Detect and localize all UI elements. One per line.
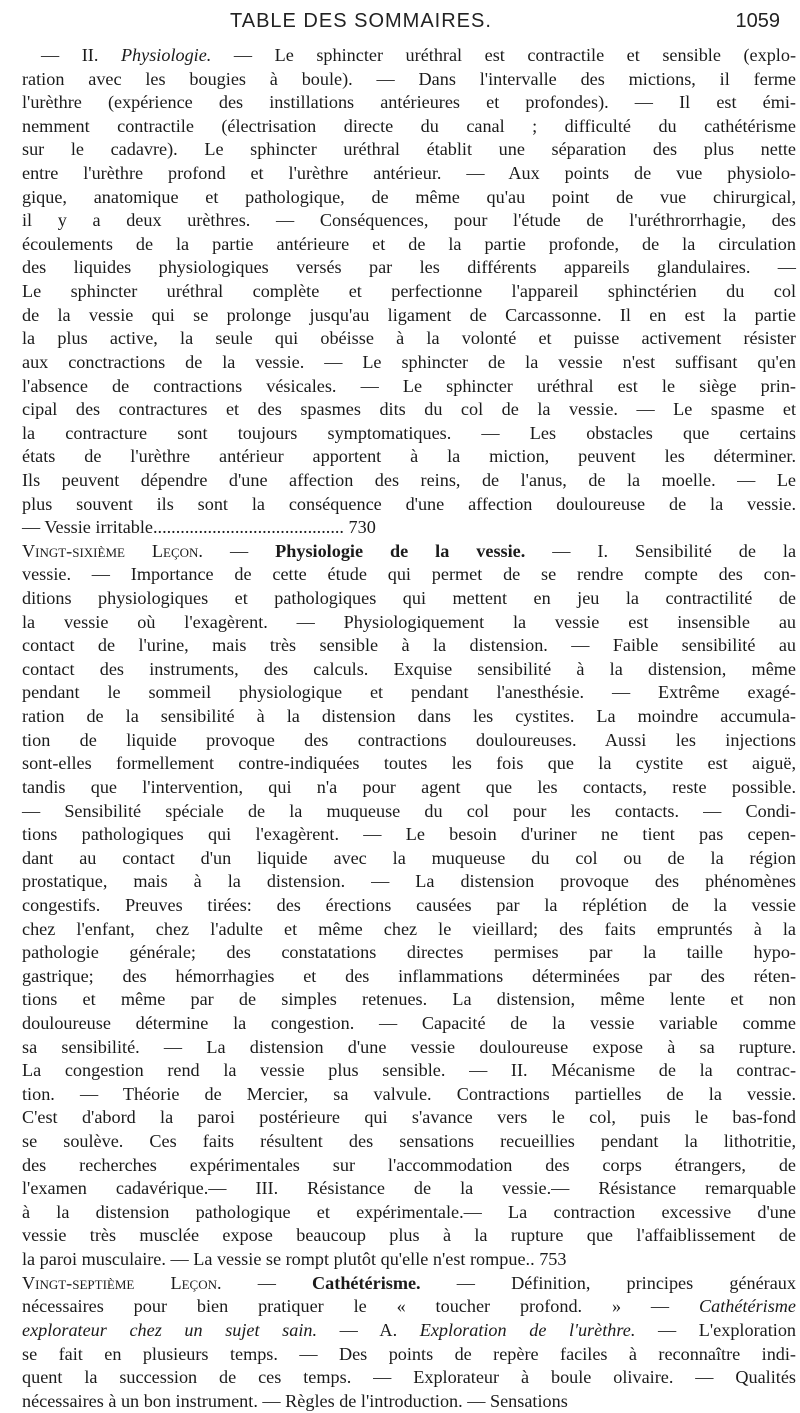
text-line	[22, 870, 796, 894]
text-line	[22, 1177, 796, 1201]
text-line	[22, 209, 796, 233]
text-segment: ration de la sensibilité à la distension dans les cystites. La moindre accumula-	[22, 706, 796, 727]
text-line	[22, 563, 796, 587]
text-segment: C'est d'abord la paroi postérieure qui s'avance vers le col, puis le bas-fond	[22, 1107, 796, 1128]
text-segment: prostatique, mais à la distension. — La distension provoque des phénomènes	[22, 871, 796, 892]
text-segment: vessie. — Importance de cette étude qui permet de se rendre compte des con-	[22, 564, 796, 585]
text-segment: dant au contact d'un liquide avec la muqueuse du col ou de la région	[22, 847, 796, 868]
running-head	[0, 10, 800, 40]
text-segment: contact de l'urine, mais très sensible à la distension. — Faible sensibilité au	[22, 635, 796, 656]
text-segment: gastrique; des hémorrhagies et des inflammations déterminées par des réten-	[22, 965, 796, 986]
lesson-title: Physiologie de la vessie.	[275, 540, 526, 561]
text-segment: ration avec les bougies à boule). — Dans l'intervalle des mictions, il ferme	[22, 68, 796, 89]
text-line	[22, 233, 796, 257]
text-line	[22, 1295, 796, 1319]
text-line	[22, 1201, 796, 1225]
text-segment: chez l'enfant, chez l'adulte et même chez le vieillard; des faits empruntés à la	[22, 918, 796, 939]
text-line	[22, 658, 796, 682]
text-line	[22, 847, 796, 871]
text-line	[22, 1036, 796, 1060]
text-line	[22, 162, 796, 186]
text-line	[22, 1319, 796, 1343]
text-segment: congestifs. Preuves tirées: des érections causées par la réplétion de la vessie	[22, 894, 796, 915]
text-segment: vessie très musclée expose beaucoup plus à la rupture que l'affaiblissement de	[22, 1225, 796, 1246]
text-segment: — Vessie irritable.......................................... 730	[22, 517, 376, 538]
text-segment: la vessie où l'exagèrent. — Physiologiquement la vessie est insensible au	[22, 611, 796, 632]
lesson-heading: Vingt-sixième Leçon.	[22, 540, 203, 561]
text-line	[22, 1224, 796, 1248]
text-segment: contact des instruments, des calculs. Exquise sensibilité à la distension, même	[22, 658, 796, 679]
text-line	[22, 918, 796, 942]
text-segment: — A.	[317, 1319, 420, 1340]
text-line	[22, 138, 796, 162]
text-segment: La congestion rend la vessie plus sensible. — II. Mécanisme de la contrac-	[22, 1060, 796, 1081]
text-segment: — Le sphincter uréthral est contractile et sensible (explo-	[211, 45, 796, 65]
text-line	[22, 351, 796, 375]
text-line	[22, 115, 796, 139]
text-segment: la contracture sont toujours symptomatiques. — Les obstacles que certains	[22, 422, 796, 443]
text-segment: ditions physiologiques et pathologiques qui mettent en jeu la contractilité de	[22, 588, 796, 609]
text-line	[22, 445, 796, 469]
text-line	[22, 894, 796, 918]
text-line	[22, 1106, 796, 1130]
text-segment: —	[202, 540, 276, 561]
text-segment: états de l'urèthre antérieur apportent à la miction, peuvent les déterminer.	[22, 446, 796, 467]
text-line	[22, 68, 796, 92]
text-line	[22, 705, 796, 729]
text-line	[22, 634, 796, 658]
text-segment: — Sensibilité spéciale de la muqueuse du col pour les contacts. — Condi-	[22, 800, 796, 821]
text-line	[22, 516, 796, 540]
text-line	[22, 681, 796, 705]
text-segment: l'examen cadavérique.— III. Résistance de la vessie.— Résistance remarquable	[22, 1178, 796, 1199]
text-segment: la plus active, la seule qui obéisse à la volonté et puisse activement résister	[22, 328, 796, 349]
text-segment: des recherches expérimentales sur l'accommodation des corps étrangers, de	[22, 1154, 796, 1175]
text-segment: tions pathologiques qui l'exagèrent. — Le besoin d'uriner ne tient pas cepen-	[22, 824, 796, 845]
text-segment: entre l'urèthre profond et l'urèthre antérieur. — Aux points de vue physiolo-	[22, 163, 796, 184]
text-segment: explorateur chez un sujet sain.	[22, 1319, 318, 1340]
text-segment: — Définition, principes généraux	[420, 1272, 796, 1293]
text-segment: de la vessie qui se prolonge jusqu'au ligament de Carcassonne. Il en est la partie	[22, 304, 796, 325]
text-segment: —	[221, 1272, 313, 1293]
text-line	[22, 1012, 796, 1036]
text-segment: pathologie générale; des constatations directes permises par la taille hypo-	[22, 942, 796, 963]
text-line	[22, 469, 796, 493]
text-line	[22, 304, 796, 328]
text-segment: nécessaires pour bien pratiquer le « toucher profond. » —	[22, 1296, 699, 1317]
text-line	[22, 422, 796, 446]
text-segment: sont-elles formellement contre-indiquées toutes les fois que la cystite est aiguë,	[22, 753, 796, 774]
text-segment: il y a deux urèthres. — Conséquences, pour l'étude de l'uréthrorrhagie, des	[22, 210, 796, 231]
text-segment: — L'exploration	[635, 1319, 797, 1340]
text-segment: cipal des contractures et des spasmes dits du col de la vessie. — Le spasme et	[22, 399, 796, 420]
text-segment: sa sensibilité. — La distension d'une vessie douloureuse expose à sa rupture.	[22, 1036, 796, 1057]
text-segment: l'absence de contractions vésicales. — Le sphincter uréthral est le siège prin-	[22, 375, 796, 396]
page-number: 1059	[735, 10, 780, 32]
text-line	[22, 611, 796, 635]
text-segment: tions et même par de simples retenues. La distension, même lente et non	[22, 989, 796, 1010]
text-segment: nemment contractile (électrisation directe du canal ; difficulté du cathétérisme	[22, 115, 796, 136]
text-line	[22, 44, 796, 68]
text-segment: — I. Sensibilité de la	[525, 540, 797, 561]
text-line	[22, 1343, 796, 1367]
text-line	[22, 493, 796, 517]
text-line	[22, 280, 796, 304]
text-segment: aux conctractions de la vessie. — Le sphincter de la vessie n'est suffisant qu'en	[22, 351, 796, 372]
text-segment: Ils peuvent dépendre d'une affection des reins, de l'anus, de la moelle. — Le	[22, 469, 796, 490]
text-segment: douloureuse détermine la congestion. — Capacité de la vessie variable comme	[22, 1012, 796, 1033]
text-line	[22, 1366, 796, 1390]
text-segment: nécessaires à un bon instrument. — Règles de l'introduction. — Sensations	[22, 1390, 568, 1411]
text-segment: Exploration de l'urèthre.	[419, 1319, 636, 1340]
text-line	[22, 729, 796, 753]
text-segment: Cathétérisme	[699, 1296, 796, 1317]
text-line	[22, 776, 796, 800]
text-line	[22, 256, 796, 280]
text-segment: tion de liquide provoque des contractions douloureuses. Aussi les injections	[22, 729, 796, 750]
text-line	[22, 186, 796, 210]
text-segment: pendant le sommeil physiologique et pendant l'anesthésie. — Extrême exagé-	[22, 682, 796, 703]
text-segment: Le sphincter uréthral complète et perfectionne l'appareil sphinctérien du col	[22, 281, 796, 302]
text-line	[22, 941, 796, 965]
text-line	[22, 823, 796, 847]
text-segment: se fait en plusieurs temps. — Des points de repère faciles à reconnaître indi-	[22, 1343, 796, 1364]
text-line	[22, 1272, 796, 1296]
text-segment: écoulements de la partie antérieure et de la partie profonde, de la circulation	[22, 233, 796, 254]
text-line	[22, 1083, 796, 1107]
table-of-contents-text	[22, 44, 796, 1413]
text-line	[22, 752, 796, 776]
text-line	[22, 587, 796, 611]
text-segment: sur le cadavre). Le sphincter uréthral établit une séparation des plus nette	[22, 139, 796, 160]
text-segment: se soulève. Ces faits résultent des sensations recueillies pendant la lithotritie,	[22, 1131, 796, 1152]
text-segment: tandis que l'intervention, qui n'a pour agent que les contacts, reste possible.	[22, 776, 796, 797]
text-line	[22, 1154, 796, 1178]
text-segment: l'urèthre (expérience des instillations antérieures et profondes). — Il est émi-	[22, 92, 796, 113]
text-segment: à la distension pathologique et expérimentale.— La contraction excessive d'une	[22, 1201, 796, 1222]
text-line	[22, 375, 796, 399]
text-line	[22, 1248, 796, 1272]
text-line	[22, 965, 796, 989]
text-segment: plus souvent ils sont la conséquence d'une affection douloureuse de la vessie.	[22, 493, 796, 514]
text-line	[22, 1390, 796, 1413]
text-line	[22, 1130, 796, 1154]
text-segment: gique, anatomique et pathologique, de même qu'au point de vue chirurgical,	[22, 186, 796, 207]
text-line	[22, 988, 796, 1012]
text-line	[22, 540, 796, 564]
text-line	[22, 398, 796, 422]
text-segment: — II.	[41, 45, 121, 65]
lesson-title: Cathétérisme.	[312, 1272, 421, 1293]
lesson-heading: Vingt-septième Leçon.	[22, 1272, 222, 1293]
text-segment: Physiologie.	[120, 45, 212, 65]
text-segment: la paroi musculaire. — La vessie se rompt plutôt qu'elle n'est rompue.. 753	[22, 1249, 567, 1270]
text-line	[22, 1059, 796, 1083]
text-segment: quent la succession de ces temps. — Explorateur à boule olivaire. — Qualités	[22, 1367, 796, 1388]
text-segment: des liquides physiologiques versés par les différents appareils glandulaires. —	[22, 257, 796, 278]
text-segment: tion. — Théorie de Mercier, sa valvule. Contractions partielles de la vessie.	[22, 1083, 796, 1104]
text-line	[22, 800, 796, 824]
page-header-title: TABLE DES SOMMAIRES.	[230, 10, 492, 32]
text-line	[22, 327, 796, 351]
text-line	[22, 91, 796, 115]
